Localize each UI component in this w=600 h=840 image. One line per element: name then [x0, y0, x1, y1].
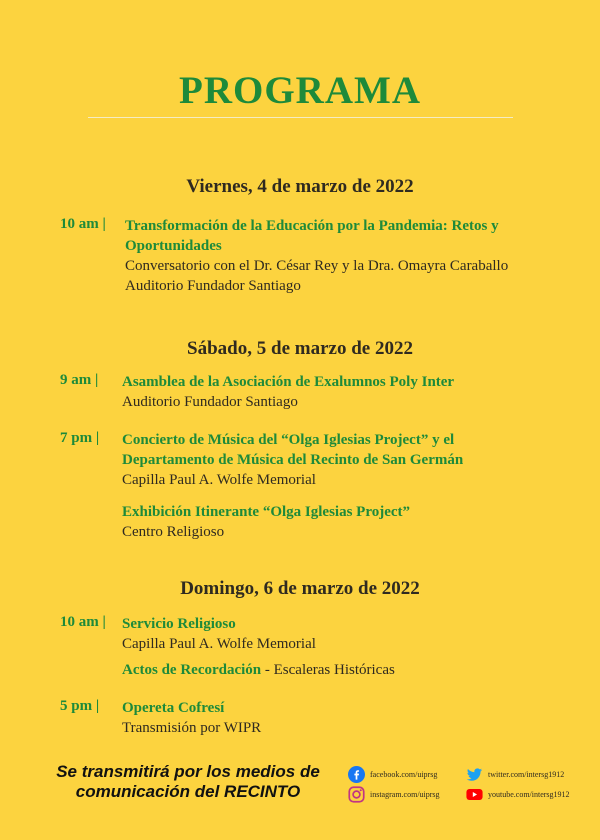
event-title-row	[122, 660, 395, 680]
social-handle: facebook.com/uiprsg	[370, 770, 438, 779]
event-time: 10 am |	[60, 216, 106, 232]
event-time: 9 am |	[60, 372, 99, 388]
event-title-line: Servicio Religioso	[122, 616, 236, 632]
youtube-icon	[466, 786, 483, 803]
instagram-icon	[348, 786, 365, 803]
event-inline-location: - Escaleras Históricas	[261, 662, 395, 678]
event-time: 5 pm |	[60, 698, 100, 714]
day-heading-domingo: Domingo, 6 de marzo de 2022	[180, 578, 420, 599]
event-title-line: Opereta Cofresí	[122, 700, 225, 716]
event-location: Capilla Paul A. Wolfe Memorial	[122, 636, 316, 652]
event-title-line: Asamblea de la Asociación de Exalumnos Poly Inter	[122, 374, 455, 390]
event-time: 7 pm |	[60, 430, 100, 446]
social-facebook[interactable]	[348, 766, 437, 783]
social-handle: twitter.com/intersg1912	[488, 770, 565, 779]
event-title-line: Exhibición Itinerante “Olga Iglesias Project”	[122, 504, 411, 520]
broadcast-notice	[30, 762, 346, 802]
broadcast-line: comunicación del RECINTO	[75, 782, 301, 801]
event-title-line: Concierto de Música del “Olga Iglesias Project” y el	[122, 432, 455, 448]
event-detail: Conversatorio con el Dr. César Rey y la Dra. Omayra Caraballo	[125, 258, 509, 274]
social-youtube[interactable]	[466, 786, 570, 803]
day-heading-sabado: Sábado, 5 de marzo de 2022	[187, 338, 413, 359]
event-title-line: Oportunidades	[125, 238, 222, 254]
twitter-icon	[466, 766, 483, 783]
social-twitter[interactable]	[466, 766, 564, 783]
day-heading-viernes: Viernes, 4 de marzo de 2022	[186, 176, 414, 197]
facebook-icon	[348, 766, 365, 783]
social-handle: instagram.com/uiprsg	[370, 790, 440, 799]
event-location: Capilla Paul A. Wolfe Memorial	[122, 472, 316, 488]
broadcast-line: Se transmitirá por los medios de	[56, 762, 320, 781]
event-title-line: Actos de Recordación	[122, 662, 262, 678]
social-handle: youtube.com/intersg1912	[488, 790, 570, 799]
title-divider	[88, 117, 513, 118]
event-location: Transmisión por WIPR	[122, 720, 262, 736]
event-location: Auditorio Fundador Santiago	[122, 394, 298, 410]
event-time: 10 am |	[60, 614, 106, 630]
event-title-line: Transformación de la Educación por la Pandemia: Retos y	[125, 218, 499, 234]
page-title: PROGRAMA	[179, 69, 421, 112]
social-instagram[interactable]	[348, 786, 440, 803]
event-location: Auditorio Fundador Santiago	[125, 278, 301, 294]
event-title-line: Departamento de Música del Recinto de San Germán	[122, 452, 464, 468]
event-location: Centro Religioso	[122, 524, 225, 540]
